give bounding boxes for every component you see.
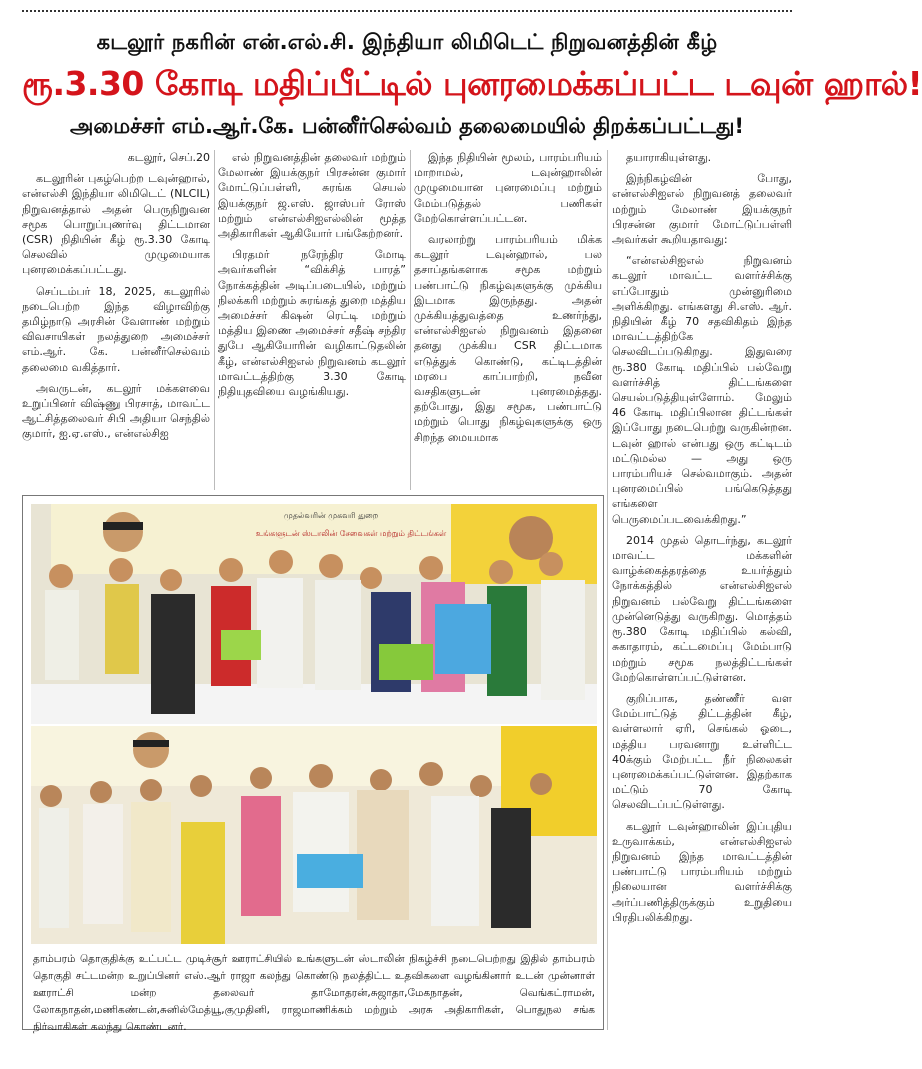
article-column-2 [218, 150, 406, 405]
photo-box [22, 495, 604, 1033]
paragraph: கடலூரின் புகழ்பெற்ற டவுன்ஹால், என்எல்சி இந்தியா லிமிடெட் (NLCIL) நிறுவனத்தால் அதன் பெருநிறுவன சமூக பொறுப்புணர்வு திட்டமான (CSR) நிதியின் கீழ் ரூ.3.30 கோடி செலவில் முழுமையாக புனரமைக்கப்பட்டது. [22, 172, 210, 277]
banner-text: முதல்வரின் முகவரி துறை [283, 511, 379, 520]
headline: ரூ.3.30 கோடி மதிப்பீட்டில் புனரமைக்கப்பட்ட டவுன் ஹால்! [22, 64, 922, 103]
paragraph: தயாராகியுள்ளது. [626, 151, 712, 164]
column-divider [607, 150, 608, 1030]
top-dotted-rule [22, 10, 792, 12]
kicker: கடலூர் நகரின் என்.எல்.சி. இந்தியா லிமிடெட் நிறுவனத்தின் கீழ் [96, 30, 718, 54]
column-divider [214, 150, 215, 490]
article-column-4 [612, 150, 792, 931]
paragraph: பிரதமர் நரேந்திர மோடி அவர்களின் “விக்சித் பாரத்” நோக்கத்தின் அடிப்படையில், மற்றும் நிலக்கரி மற்றும் சுரங்கத் துறை மத்திய அமைச்சர் கிஷன் ரெட்டி மற்றும் மத்திய இணை அமைச்சர் சதீஷ் சந்திர துபே ஆகியோரின் வழிகாட்டுதலின் கீழ், என்எல்சிஐஎல் நிறுவனம் கடலூர் மாவட்டத்திற்கு 3.30 கோடி நிதியுதவியை வழங்கியது. [218, 248, 406, 399]
photo-caption: தாம்பரம் தொகுதிக்கு உட்பட்ட முடிச்சூர் ஊராட்சியில் உங்களுடன் ஸ்டாலின் நிகழ்ச்சி நடைபெற்றது இதில் தாம்பரம் தொகுதி சட்டமன்ற உறுப்பினர் எஸ்.ஆர் ராஜா கலந்து கொண்டு நலத்திட்ட உதவிகளை வழங்கினார் உடன் முன்னாள் ஊராட்சி மன்ற தலைவர் தாமோதரன்,சுஜாதா,மேகநாதன், வெங்கட்ராமன், லோகநாதன்,மணிகண்டன்,சுனில்மேத்யூ,குமுதினி, ராஜமாணிக்கம் மற்றும் அரசு அதிகாரிகள், பொதுநல சங்க நிர்வாகிகள் கலந்து கொண்டனர். [33, 953, 595, 1033]
article-column-3 [414, 150, 602, 451]
article-column-1 [22, 150, 210, 448]
paragraph: இந்த நிதியின் மூலம், பாரம்பரியம் மாறாமல், டவுன்ஹாலின் முழுமையான புனரமைப்பு மற்றும் மேம்படுத்தல் பணிகள் மேற்கொள்ளப்பட்டன. [414, 151, 602, 225]
event-photo-top [31, 504, 597, 724]
paragraph: இந்நிகழ்வின் போது, என்எல்சிஐஎல் நிறுவனத் தலைவர் மற்றும் மேலாண் இயக்குநர் பிரசன்ன குமார் மோட்டுப்பள்ளி அவர்கள் கூறியதாவது: [612, 172, 792, 247]
paragraph: வரலாற்று பாரம்பரியம் மிக்க கடலூர் டவுன்ஹால், பல தசாப்தங்களாக சமூக மற்றும் பண்பாட்டு நிகழ்வுகளுக்கு முக்கிய இடமாக இருந்தது. அதன் முக்கியத்துவத்தை உணர்ந்து, என்எல்சிஐஎல் நிறுவனம் இதனை தனது முக்கிய CSR திட்டமாக எடுத்துக் கொண்டு, கட்டிடத்தின் மரபை காப்பாற்றி, நவீன வசதிகளுடன் புனரமைத்தது. தற்போது, இது சமூக, பண்பாட்டு மற்றும் பொது நிகழ்வுகளுக்கு ஒரு சிறந்த மையமாக [414, 233, 602, 444]
paragraph: குறிப்பாக, தண்ணீர் வள மேம்பாட்டுத் திட்டத்தின் கீழ், வள்ளலார் ஏரி, செங்கல் ஓடை, மத்திய பரவனாறு உள்ளிட்ட 40க்கும் மேற்பட்ட நீர் நிலைகள் புனரமைக்கப்பட்டுள்ளன. இதற்காக மட்டும் 70 கோடி செலவிடப்பட்டுள்ளது. [612, 691, 792, 812]
paragraph: எல் நிறுவனத்தின் தலைவர் மற்றும் மேலாண் இயக்குநர் பிரசன்ன குமார் மோட்டுப்பள்ளி, சுரங்க செயல் இயக்குநர் ஜ.எஸ். ஜாஸ்பர் ரோஸ் மற்றும் என்எல்சிஐஎல்லின் மூத்த அதிகாரிகள் ஆகியோர் பங்கேற்றனர். [218, 151, 406, 241]
column-divider [410, 150, 411, 490]
paragraph: அவருடன், கடலூர் மக்களவை உறுப்பினர் விஷ்ணு பிரசாத், மாவட்ட ஆட்சித்தலைவர் சிபி அதியா செந்தில் குமார், ஐ.ஏ.எஸ்., என்எல்சிஐ [22, 381, 210, 441]
event-photo-bottom [31, 726, 597, 944]
paragraph: கடலூர் டவுன்ஹாலின் இப்புதிய உருவாக்கம், என்எல்சிஐஎல் நிறுவனம் இந்த மாவட்டத்தின் பண்பாட்டு பாரம்பரியம் மற்றும் நிலையான வளர்ச்சிக்கு அர்ப்பணித்திருக்கும் உறுதியை பிரதிபலிக்கிறது. [612, 819, 792, 924]
dateline: கடலூர், செப்.20 [127, 151, 210, 164]
paragraph: செப்டம்பர் 18, 2025, கடலூரில் நடைபெற்ற இந்த விழாவிற்கு தமிழ்நாடு அரசின் வேளாண் மற்றும் விவசாயிகள் நலத்துறை அமைச்சர் எம்.ஆர். கே. பன்னீர்செல்வம் தலைமை வகித்தார். [22, 284, 210, 374]
banner-subtext: உங்களுடன் ஸ்டாலின் சேவைகள் மற்றும் திட்டங்கள் [255, 529, 447, 538]
subheadline: அமைச்சர் எம்.ஆர்.கே. பன்னீர்செல்வம் தலைமையில் திறக்கப்பட்டது! [70, 114, 744, 138]
paragraph: “என்எல்சிஐஎல் நிறுவனம் கடலூர் மாவட்ட வளர்ச்சிக்கு எப்போதும் முன்னுரிமை அளிக்கிறது. எங்களது சி.எஸ். ஆர். நிதியின் கீழ் 70 சதவிகிதம் இந்த மாவட்டத்திற்கே செலவிடப்படுகிறது. இதுவரை ரூ.380 கோடி மதிப்பில் பல்வேறு வளர்ச்சித் திட்டங்களை செயல்படுத்தியுள்ளோம். மேலும் 46 கோடி மதிப்பிலான திட்டங்கள் இப்போது நடைபெற்று வருகின்றன. டவுன் ஹால் என்பது ஒரு கட்டிடம் மட்டுமல்ல — அது ஒரு பாரம்பரியச் செல்வமாகும். அதன் புனரமைப்பில் பங்கெடுத்தது எங்களை பெருமைப்படவைக்கிறது.” [612, 254, 792, 526]
paragraph: 2014 முதல் தொடர்ந்து, கடலூர் மாவட்ட மக்களின் வாழ்க்கைத்தரத்தை உயர்த்தும் நோக்கத்தில் என்எல்சிஐஎல் நிறுவனம் பல்வேறு திட்டங்களை முன்னெடுத்து வருகிறது. மொத்தம் ரூ.380 கோடி மதிப்பில் கல்வி, சுகாதாரம், கட்டமைப்பு மேம்பாடு மற்றும் சமூக நலத்திட்டங்கள் மேற்கொள்ளப்பட்டுள்ளன. [612, 533, 792, 684]
